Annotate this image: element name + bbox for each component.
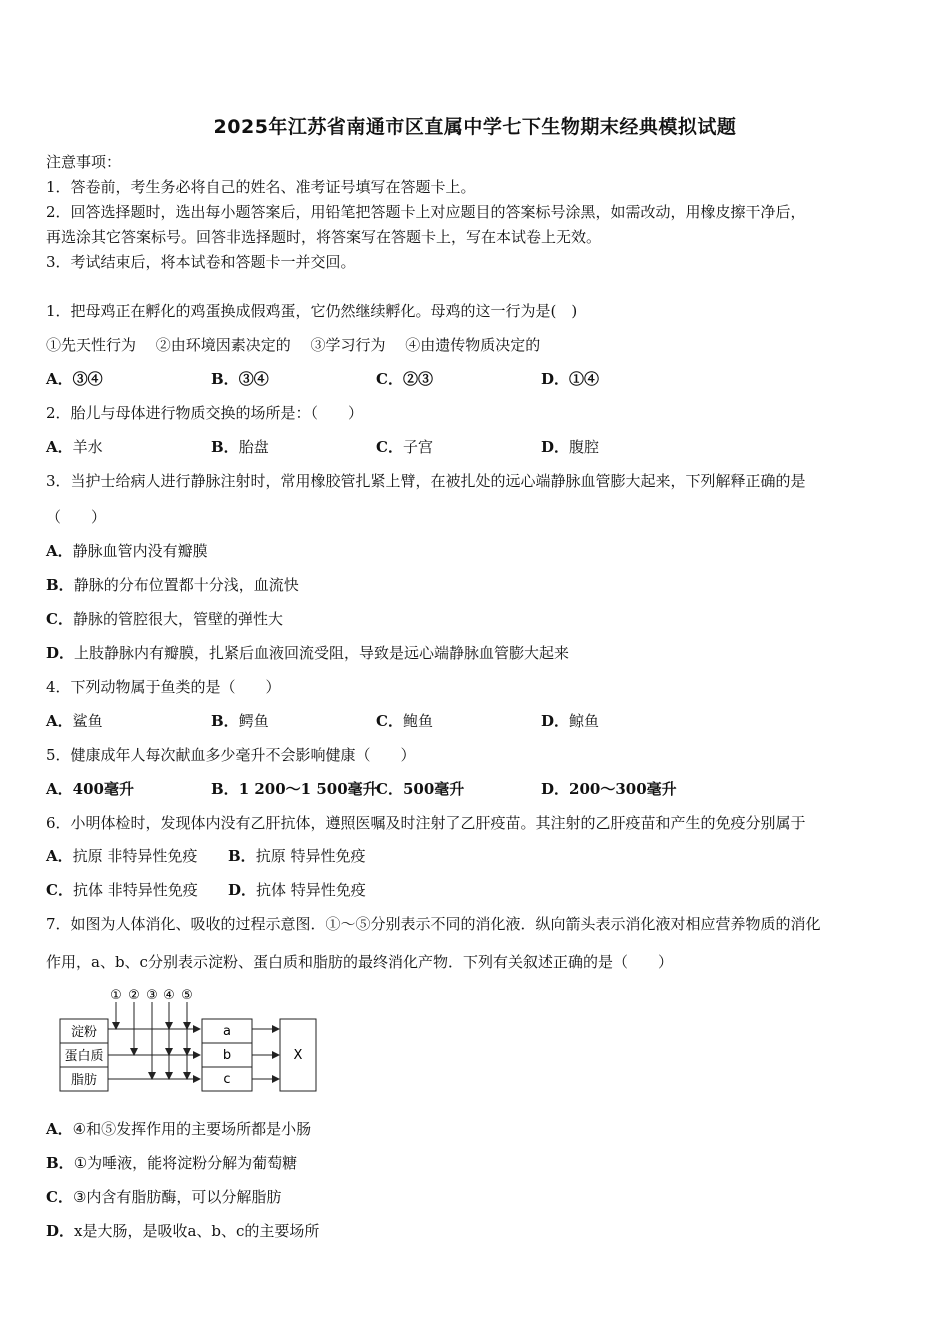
question-3-option-a[interactable]	[46, 541, 208, 561]
option-label: A．	[46, 542, 73, 560]
option-text: x是大肠，是吸收a、b、c的主要场所	[74, 1222, 320, 1240]
option-text: 腹腔	[569, 438, 600, 456]
juice-5-label: ⑤	[181, 988, 193, 1003]
digestion-diagram	[54, 984, 324, 1096]
question-4-option-c[interactable]	[376, 711, 433, 731]
question-5-option-a[interactable]	[46, 779, 134, 799]
option-text: 静脉的分布位置都十分浅，血流快	[73, 576, 299, 594]
question-6-option-d[interactable]	[228, 880, 366, 900]
juice-4-label: ④	[163, 988, 175, 1003]
option-label: C．	[376, 370, 403, 388]
question-5-stem: 5．健康成年人每次献血多少毫升不会影响健康（ ）	[46, 746, 416, 764]
option-text: ②③	[402, 370, 433, 388]
question-4-stem: 4．下列动物属于鱼类的是（ ）	[46, 678, 281, 696]
option-text: ①④	[569, 370, 600, 388]
juice-1-label: ①	[110, 988, 122, 1003]
option-text: 上肢静脉内有瓣膜，扎紧后血液回流受阻，导致是远心端静脉血管膨大起来	[74, 644, 570, 662]
product-label-b: b	[222, 1048, 232, 1063]
exam-title: 2025年江苏省南通市区直属中学七下生物期末经典模拟试题	[213, 116, 737, 138]
option-text: 500毫升	[402, 780, 465, 798]
option-text: 静脉血管内没有瓣膜	[72, 542, 208, 560]
question-7-option-d[interactable]	[46, 1221, 319, 1241]
product-label-c: c	[223, 1072, 231, 1087]
notice-item: 3．考试结束后，将本试卷和答题卡一并交回。	[46, 253, 356, 271]
notice-item: 2．回答选择题时，选出每小题答案后，用铅笔把答题卡上对应题目的答案标号涂黑，如需改动，用橡皮擦干净后，	[46, 203, 806, 221]
question-2-option-d[interactable]	[541, 437, 599, 457]
juice-2-label: ②	[128, 988, 140, 1003]
option-label: C．	[46, 881, 73, 899]
question-3-stem: 3．当护士给病人进行静脉注射时，常用橡胶管扎紧上臂，在被扎处的远心端静脉血管膨大起来，下列解释正确的是	[46, 472, 806, 490]
question-1-option-d[interactable]	[541, 369, 599, 389]
option-label: C．	[46, 1188, 73, 1206]
question-1-option-b[interactable]	[211, 369, 269, 389]
option-label: A．	[46, 712, 73, 730]
question-3-option-c[interactable]	[46, 609, 283, 629]
question-3-option-b[interactable]	[46, 575, 299, 595]
option-label: A．	[46, 370, 73, 388]
option-label: C．	[376, 438, 403, 456]
option-text: ③④	[238, 370, 269, 388]
notice-item: 1．答卷前，考生务必将自己的姓名、准考证号填写在答题卡上。	[46, 178, 476, 196]
option-label: B．	[211, 438, 239, 456]
question-2-option-b[interactable]	[211, 437, 269, 457]
question-1-items: ①先天性行为 ②由环境因素决定的 ③学习行为 ④由遗传物质决定的	[46, 336, 541, 354]
option-label: A．	[46, 847, 73, 865]
option-text: 静脉的管腔很大，管壁的弹性大	[72, 610, 283, 628]
organ-label-x: X	[293, 1048, 303, 1063]
option-label: D．	[46, 1222, 75, 1240]
question-6-option-a[interactable]	[46, 846, 197, 866]
question-3-paren: （ ）	[46, 508, 107, 526]
option-text: 抗原 非特异性免疫	[72, 847, 198, 865]
option-text: ④和⑤发挥作用的主要场所都是小肠	[72, 1120, 312, 1138]
option-label: C．	[376, 780, 403, 798]
question-3-option-d[interactable]	[46, 643, 569, 663]
nutrient-label-protein: 蛋白质	[64, 1049, 104, 1064]
option-label: C．	[376, 712, 403, 730]
juice-3-label: ③	[146, 988, 158, 1003]
option-label: D．	[541, 780, 570, 798]
option-label: A．	[46, 1120, 73, 1138]
option-text: ③内含有脂肪酶，可以分解脂肪	[72, 1188, 282, 1206]
question-4-option-d[interactable]	[541, 711, 599, 731]
option-text: 鳄鱼	[238, 712, 269, 730]
product-label-a: a	[223, 1024, 231, 1039]
option-text: 1 200～1 500毫升	[238, 780, 378, 798]
question-7-stem: 7．如图为人体消化、吸收的过程示意图．①～⑤分别表示不同的消化液．纵向箭头表示消化液对相应营养物质的消化	[46, 915, 821, 933]
option-text: 鲸鱼	[569, 712, 600, 730]
option-label: D．	[541, 370, 570, 388]
question-5-option-d[interactable]	[541, 779, 677, 799]
juice-labels	[110, 988, 193, 1003]
option-text: 胎盘	[238, 438, 269, 456]
option-text: 鲨鱼	[72, 712, 103, 730]
option-label: C．	[46, 610, 73, 628]
nutrient-label-fat: 脂肪	[70, 1073, 98, 1088]
option-label: D．	[228, 881, 257, 899]
question-4-option-b[interactable]	[211, 711, 269, 731]
question-2-stem: 2．胎儿与母体进行物质交换的场所是：（ ）	[46, 404, 364, 422]
question-7-stem: 作用，a、b、c分别表示淀粉、蛋白质和脂肪的最终消化产物．下列有关叙述正确的是（ ）	[46, 953, 673, 971]
option-text: 抗体 特异性免疫	[256, 881, 366, 899]
option-text: 抗体 非特异性免疫	[72, 881, 198, 899]
option-label: B．	[46, 576, 74, 594]
option-text: 鲍鱼	[402, 712, 433, 730]
option-label: B．	[46, 1154, 74, 1172]
option-label: D．	[541, 712, 570, 730]
option-text: 200～300毫升	[569, 780, 677, 798]
question-4-option-a[interactable]	[46, 711, 103, 731]
question-7-option-c[interactable]	[46, 1187, 281, 1207]
question-1-stem: 1．把母鸡正在孵化的鸡蛋换成假鸡蛋，它仍然继续孵化。母鸡的这一行为是( )	[46, 302, 578, 320]
question-1-option-a[interactable]	[46, 369, 103, 389]
question-7-option-b[interactable]	[46, 1153, 297, 1173]
option-label: A．	[46, 780, 73, 798]
option-text: ①为唾液，能将淀粉分解为葡萄糖	[73, 1154, 298, 1172]
option-text: ③④	[72, 370, 103, 388]
question-2-option-c[interactable]	[376, 437, 433, 457]
question-7-option-a[interactable]	[46, 1119, 311, 1139]
option-label: D．	[46, 644, 75, 662]
option-label: D．	[541, 438, 570, 456]
option-label: B．	[211, 712, 239, 730]
question-6-option-b[interactable]	[228, 846, 365, 866]
question-5-option-c[interactable]	[376, 779, 464, 799]
option-text: 子宫	[402, 438, 433, 456]
question-6-option-c[interactable]	[46, 880, 198, 900]
question-6-stem: 6．小明体检时，发现体内没有乙肝抗体，遵照医嘱及时注射了乙肝疫苗。其注射的乙肝疫苗和产生的免疫分别属于	[46, 814, 806, 832]
option-text: 400毫升	[72, 780, 134, 798]
question-5-option-b[interactable]	[211, 779, 378, 799]
question-1-option-c[interactable]	[376, 369, 433, 389]
option-text: 抗原 特异性免疫	[255, 847, 366, 865]
option-label: B．	[211, 780, 239, 798]
nutrient-label-starch: 淀粉	[70, 1025, 98, 1040]
notice-item: 再选涂其它答案标号。回答非选择题时，将答案写在答题卡上，写在本试卷上无效。	[46, 228, 602, 246]
option-text: 羊水	[72, 438, 103, 456]
option-label: B．	[211, 370, 239, 388]
notice-heading: 注意事项：	[46, 153, 122, 171]
question-2-option-a[interactable]	[46, 437, 103, 457]
option-label: A．	[46, 438, 73, 456]
option-label: B．	[228, 847, 256, 865]
